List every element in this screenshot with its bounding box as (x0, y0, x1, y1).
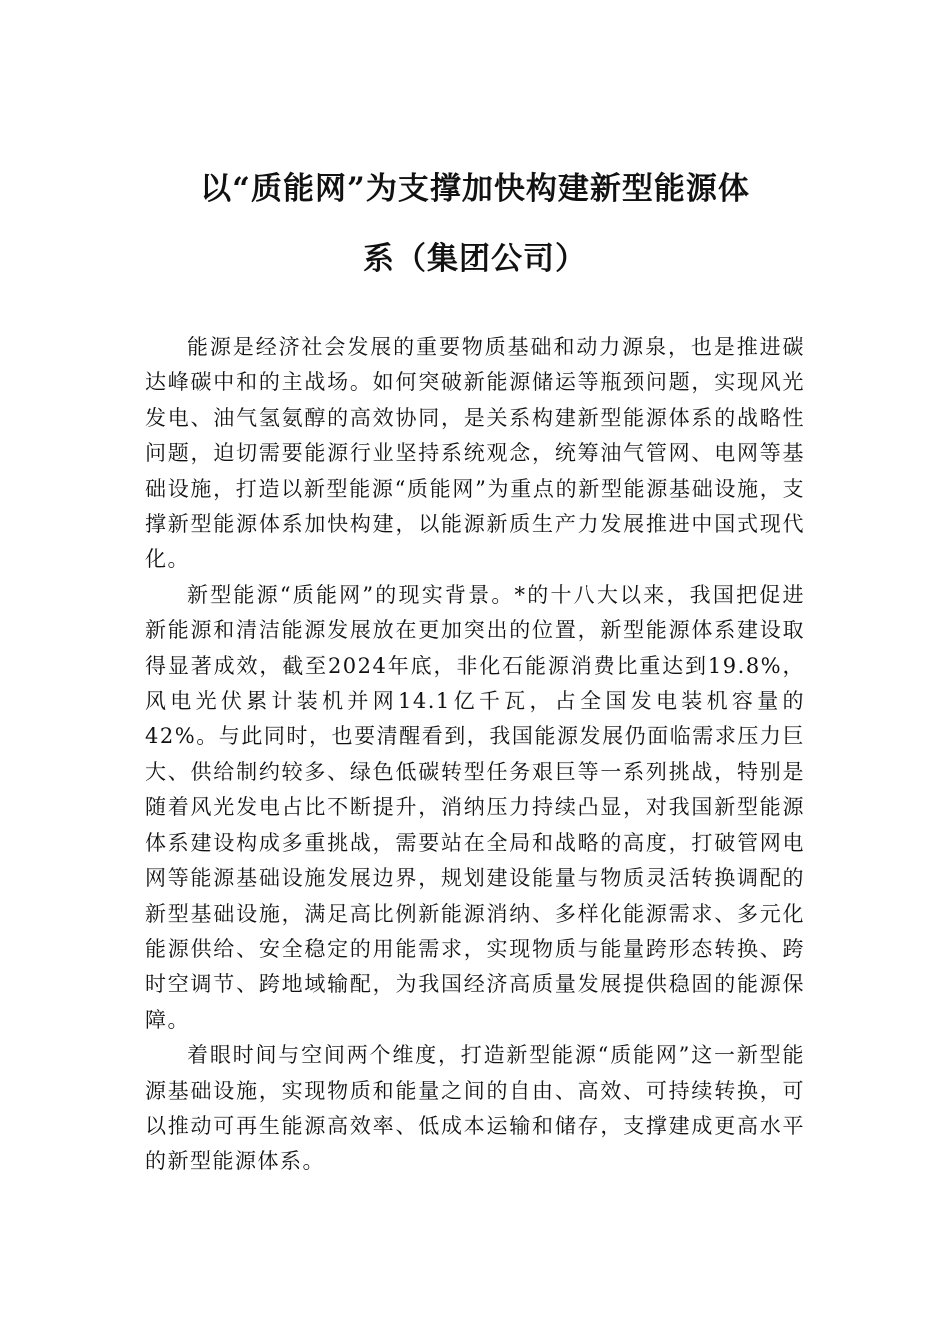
title-line-1: 以“质能网”为支撑加快构建新型能源体 (200, 171, 750, 207)
document-title (145, 160, 805, 288)
paragraph-intro: 能源是经济社会发展的重要物质基础和动力源泉，也是推进碳达峰碳中和的主战场。如何突破新能源储运等瓶颈问题，实现风光发电、油气氢氨醇的高效协同，是关系构建新型能源体系的战略性问题，迫切需要能源行业坚持系统观念，统筹油气管网、电网等基础设施，打造以新型能源“质能网”为重点的新型能源基础设施，支撑新型能源体系加快构建，以能源新质生产力发展推进中国式现代化。 (145, 335, 805, 572)
paragraph-background: 新型能源“质能网”的现实背景。*的十八大以来，我国把促进新能源和清洁能源发展放在更加突出的位置，新型能源体系建设取得显著成效，截至2024年底，非化石能源消费比重达到19.8%，风电光伏累计装机并网14.1亿千瓦，占全国发电装机容量的42%。与此同时，也要清醒看到，我国能源发展仍面临需求压力巨大、供给制约较多、绿色低碳转型任务艰巨等一系列挑战，特别是随着风光发电占比不断提升，消纳压力持续凸显，对我国新型能源体系建设构成多重挑战，需要站在全局和战略的高度，打破管网电网等能源基础设施发展边界，规划建设能量与物质灵活转换调配的新型基础设施，满足高比例新能源消纳、多样化能源需求、多元化能源供给、安全稳定的用能需求，实现物质与能量跨形态转换、跨时空调节、跨地域输配，为我国经济高质量发展提供稳固的能源保障。 (145, 582, 805, 1032)
title-line-2: 系（集团公司） (363, 241, 587, 277)
paragraph-dimensions: 着眼时间与空间两个维度，打造新型能源“质能网”这一新型能源基础设施，实现物质和能量之间的自由、高效、可持续转换，可以推动可再生能源高效率、低成本运输和储存，支撑建成更高水平的新型能源体系。 (145, 1043, 805, 1174)
document-body (145, 330, 805, 1180)
